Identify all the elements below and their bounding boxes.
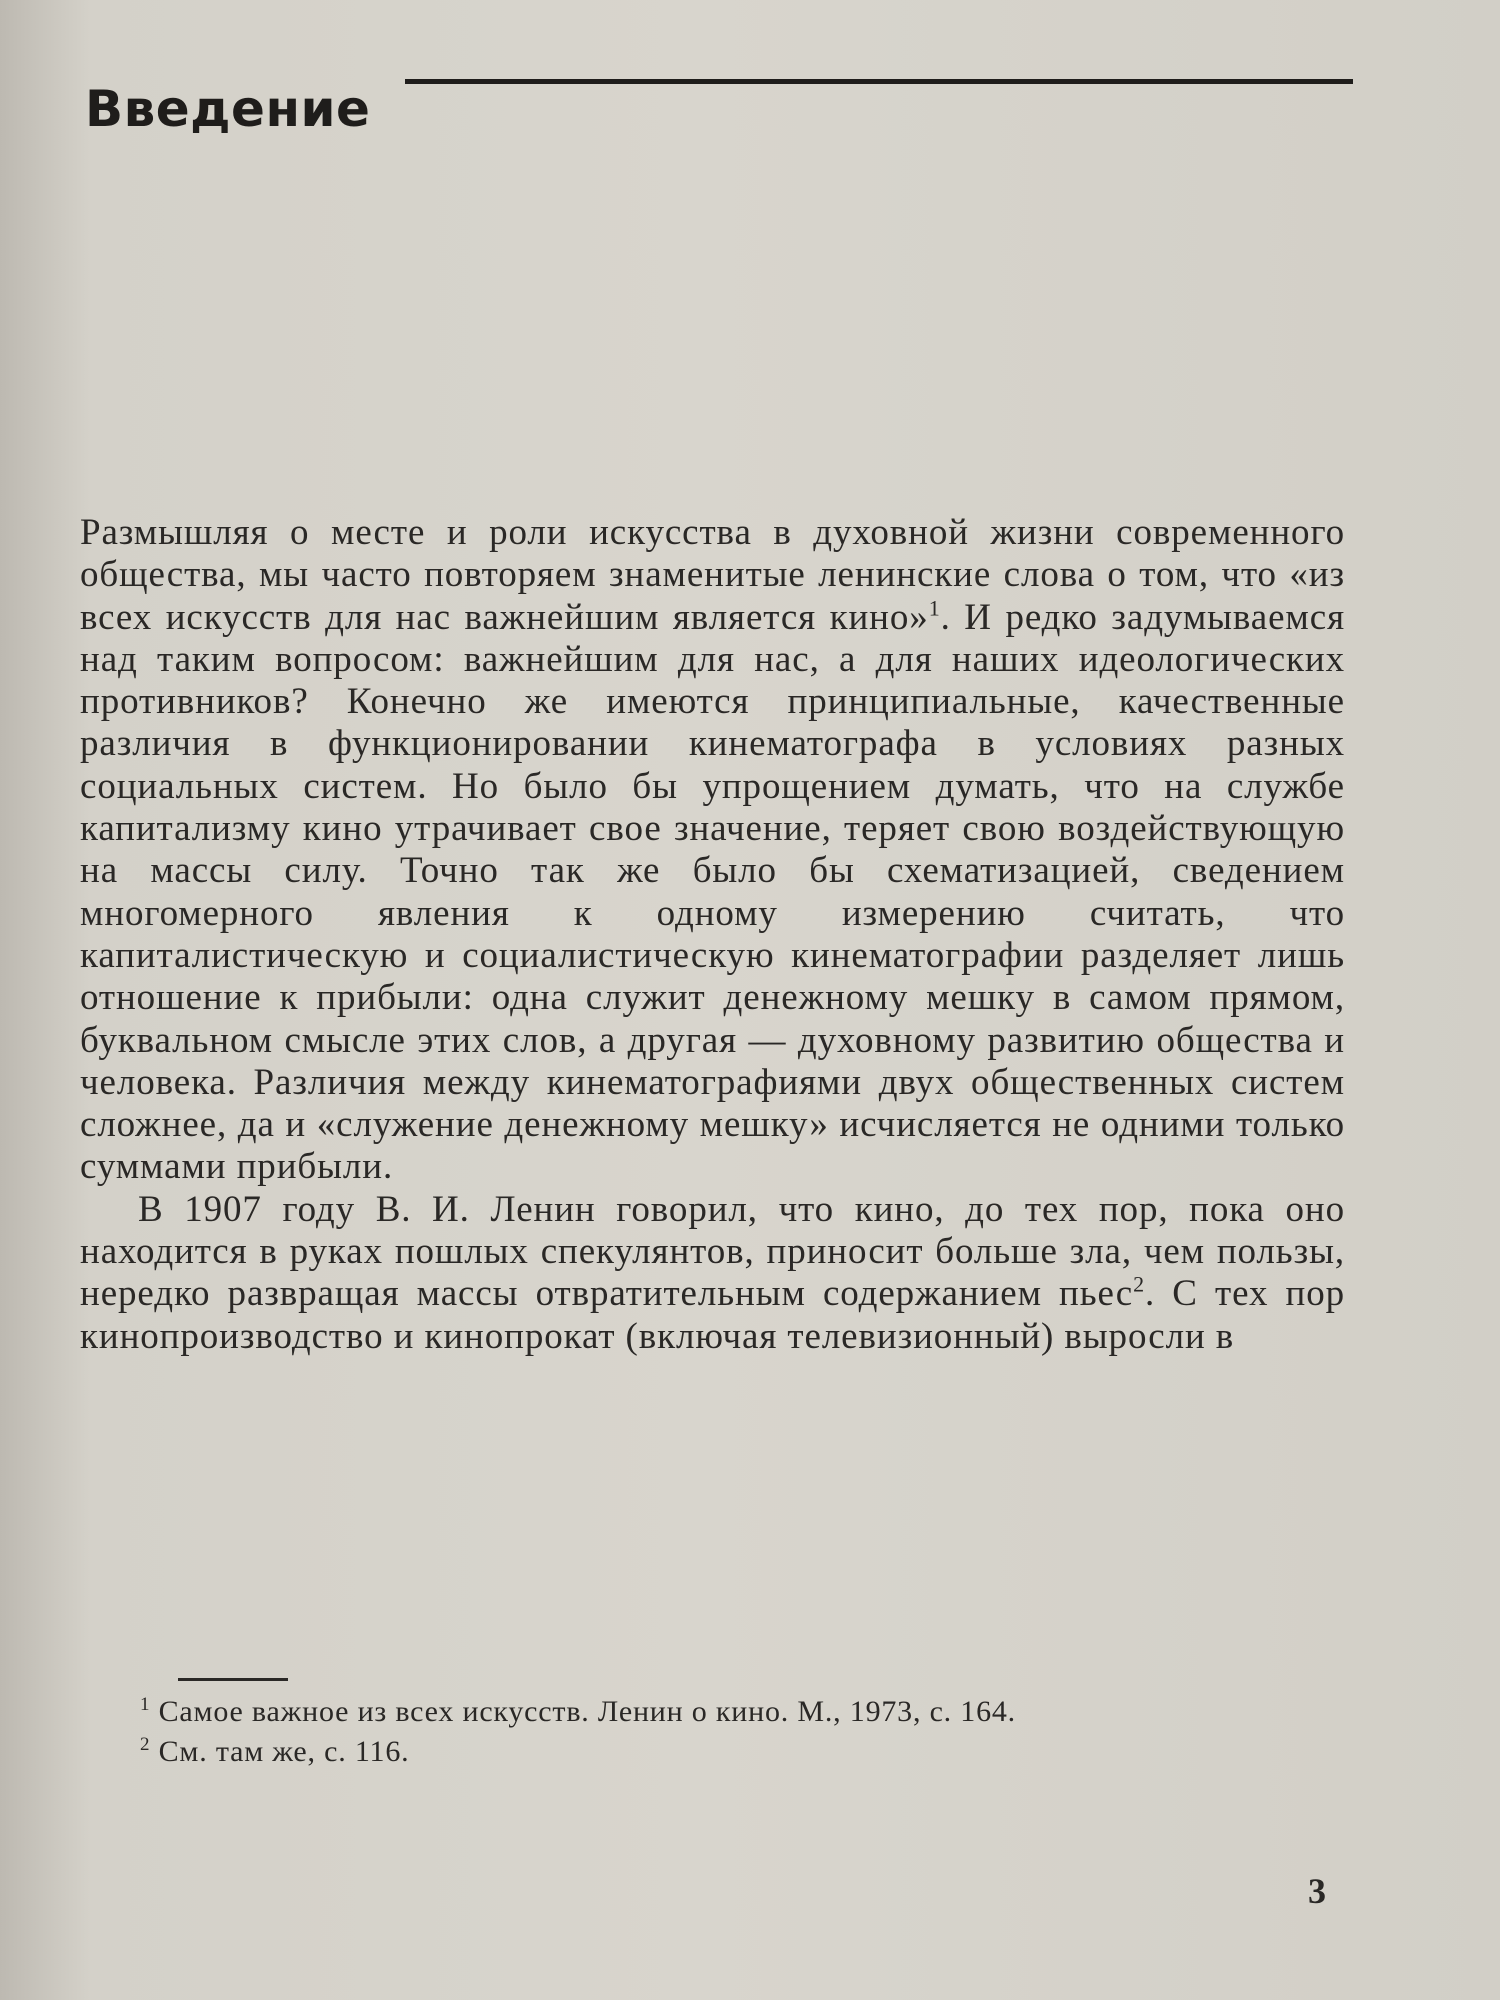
page-number: 3 [1308,1871,1326,1911]
footnote-1 [60,1692,1340,1732]
footnote-text-2: См. там же, с. 116. [158,1735,410,1768]
body-text [80,512,1345,1358]
footnote-ref-1: 1 [928,595,941,621]
footnote-marker-2: 2 [140,1734,151,1755]
paragraph-1 [80,512,1345,1189]
footnotes [60,1692,1340,1772]
paragraph-1-text-a: Размышляя о месте и роли искусства в духовной жизни современного общества, мы часто повторяем знаменитые ленинские слова о том, что «из всех искусств для нас важнейшим является кино» [80,512,1345,638]
footnote-2 [60,1732,1340,1772]
paragraph-1-text-b: . И редко задумываемся над таким вопросом: важнейшим для нас, а для наших идеологических противников? Конечно же имеются принципиальные, качественные различия в функционировании кинематографа в условиях разных социальных систем. Но было бы упрощением думать, что на службе капитализму кино утрачивает свое значение, теряет свою воздействующую на массы силу. Точно так же было бы схематизацией, сведением многомерного явления к одному измерению считать, что капиталистическую и социалистическую кинематографии разделяет лишь отношение к прибыли: одна служит денежному мешку в самом прямом, буквальном смысле этих слов, а другая — духовному развитию общества и человека. Различия между кинематографиями двух общественных систем сложнее, да и «служение денежному мешку» исчисляется не одними только суммами прибыли. [80,596,1345,1188]
footnote-ref-2: 2 [1133,1272,1145,1298]
paragraph-2-text-b: . С тех пор кинопроизводство и кинопрокат (включая телевизионный) выросли в [80,1273,1346,1357]
paragraph-2 [80,1189,1345,1358]
chapter-heading: Введение [85,80,371,138]
footnote-text-1: Самое важное из всех искусств. Ленин о кино. М., 1973, с. 164. [158,1695,1016,1728]
heading-rule [405,79,1353,84]
paragraph-2-text-a: В 1907 году В. И. Ленин говорил, что кино, до тех пор, пока оно находится в руках пошлых спекулянтов, приносит больше зла, чем пользы, нередко развращая массы отвратительным содержанием пьес [80,1188,1345,1315]
footnote-marker-1: 1 [140,1694,151,1715]
footnote-separator [178,1678,288,1681]
